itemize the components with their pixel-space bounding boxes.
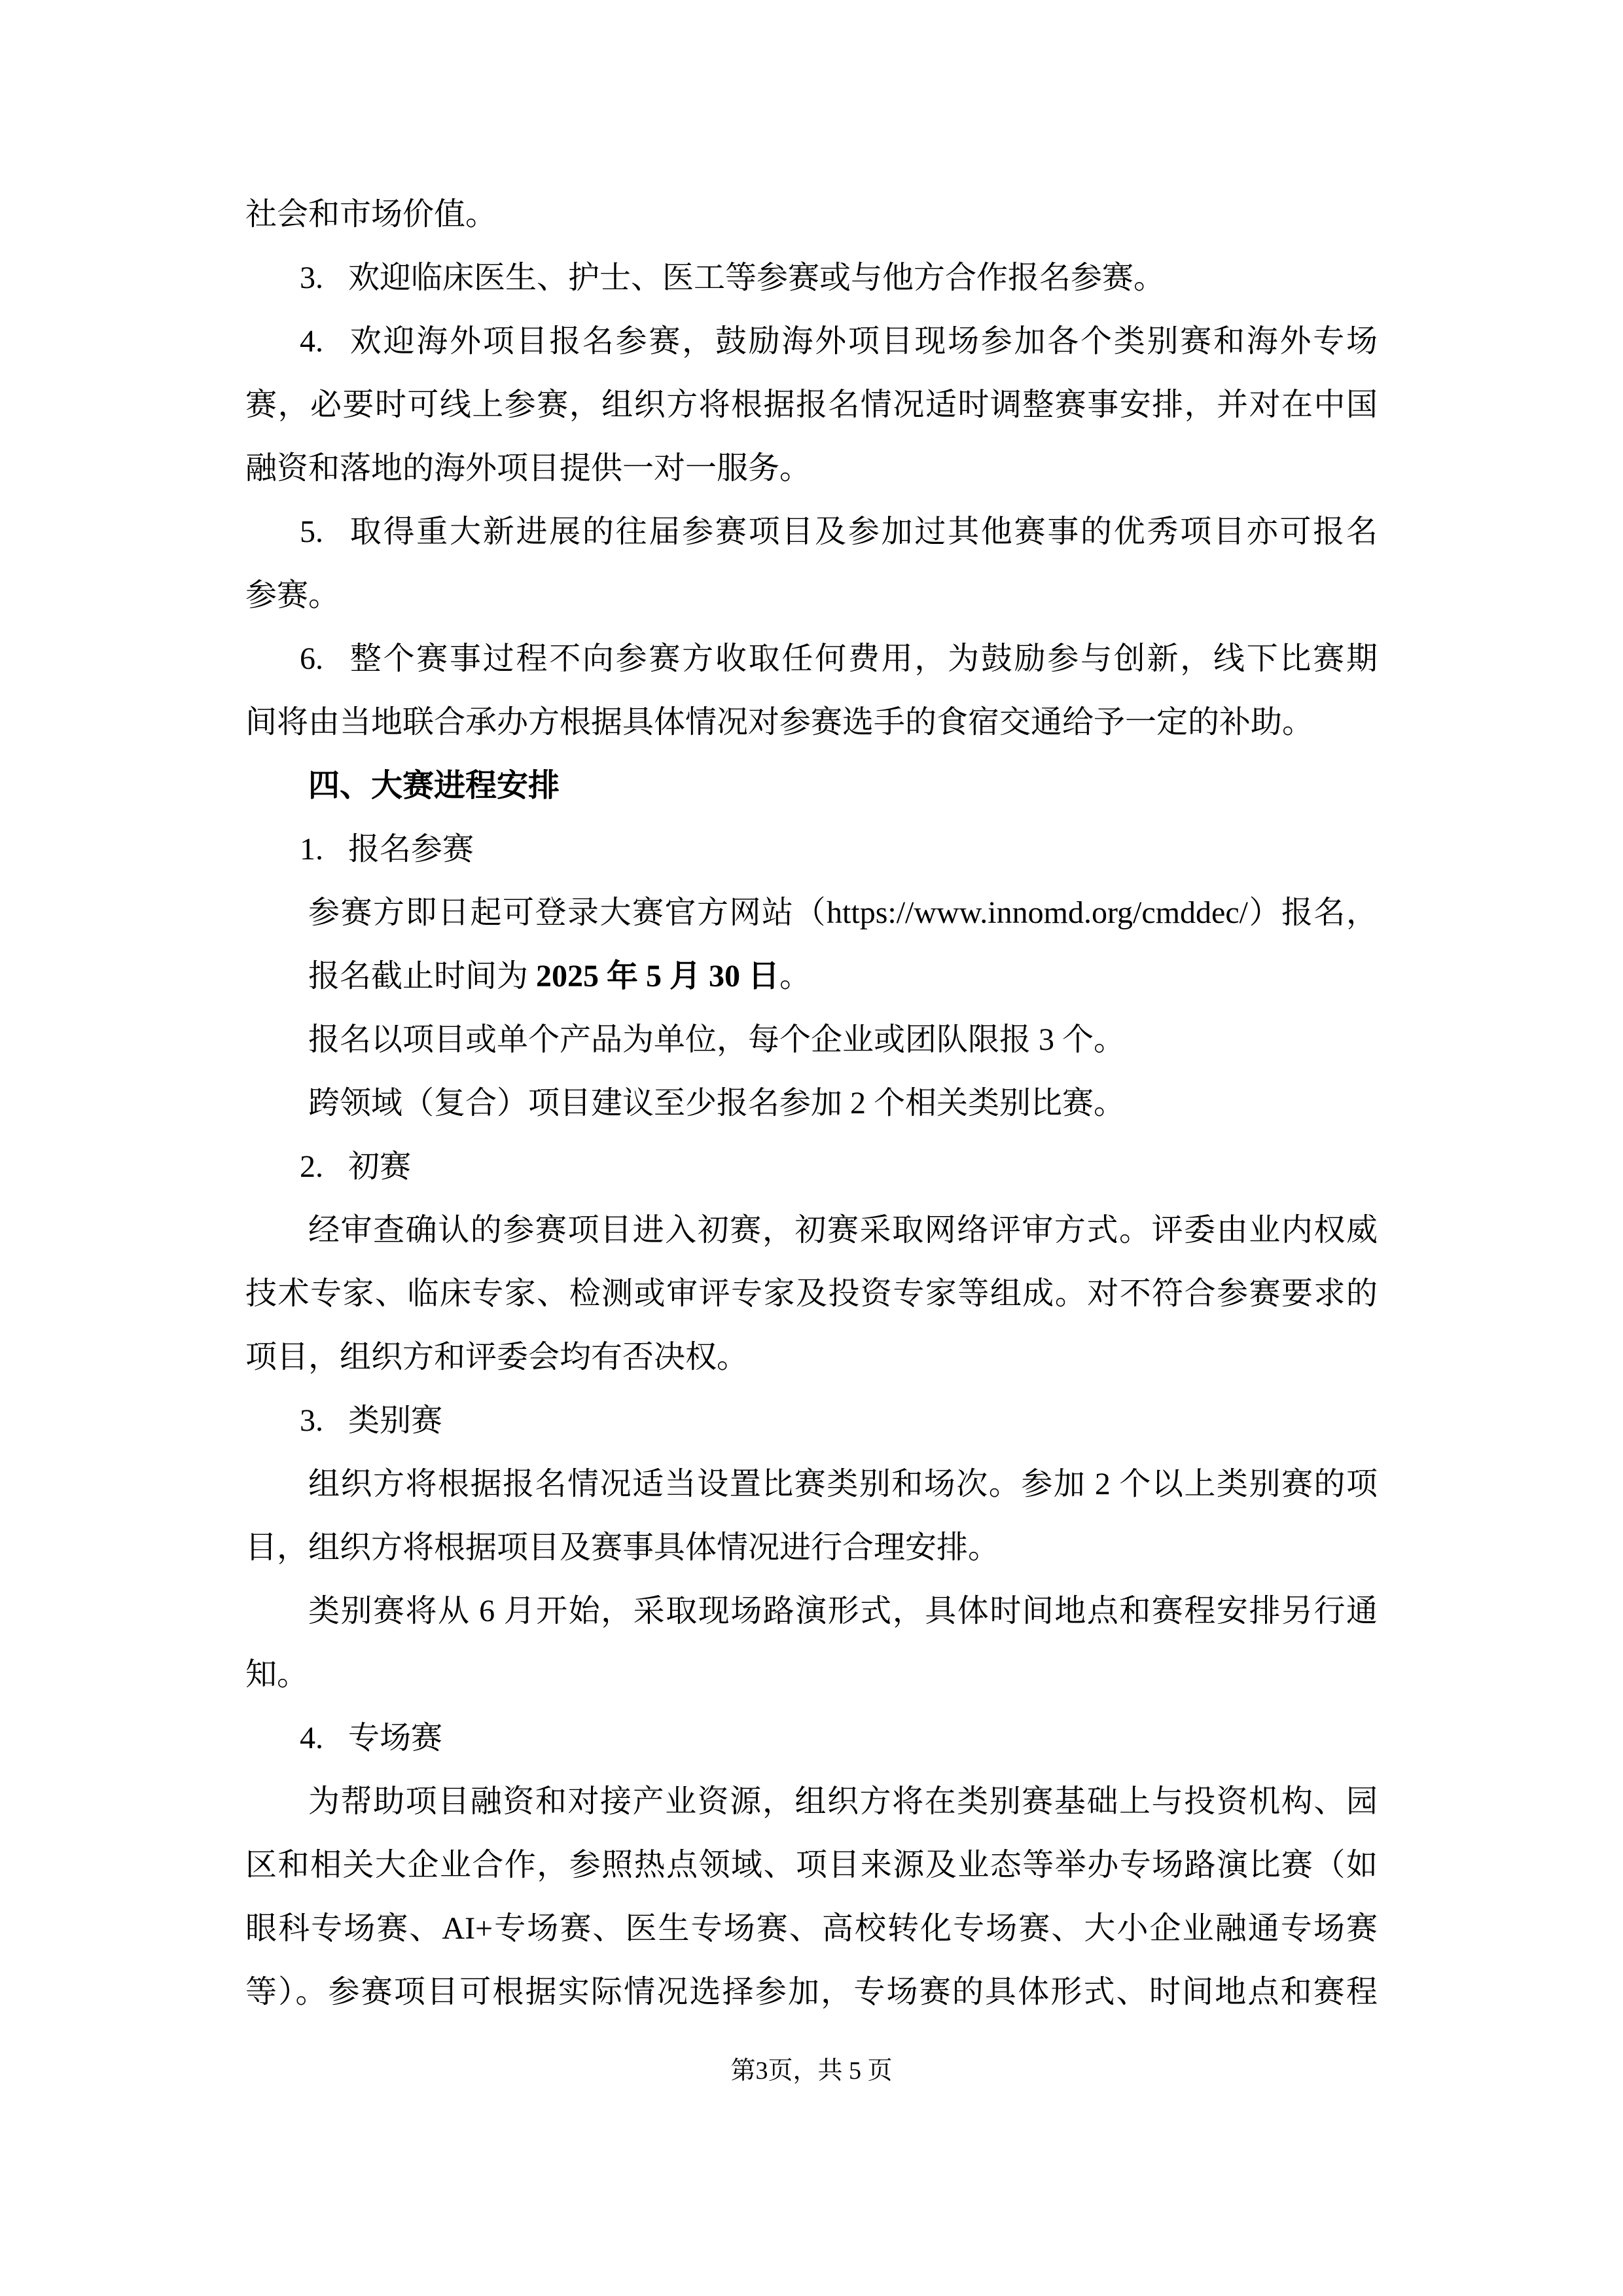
text-line: 1. 报名参赛 <box>300 832 474 867</box>
text-line: 知。 <box>245 1657 309 1692</box>
text-line: 2. 初赛 <box>300 1149 412 1184</box>
bold-text: 四、大赛进程安排 <box>308 768 560 803</box>
text-line: 参赛方即日起可登录大赛官方网站（https://www.innomd.org/cmddec/）报名， <box>308 895 1378 930</box>
text-line: 技术专家、临床专家、检测或审评专家及投资专家等组成。对不符合参赛要求的 <box>245 1276 1378 1311</box>
text-line: 为帮助项目融资和对接产业资源，组织方将在类别赛基础上与投资机构、园 <box>308 1784 1378 1819</box>
text-line: 等）。参赛项目可根据实际情况选择参加，专场赛的具体形式、时间地点和赛程 <box>245 1975 1378 2009</box>
text-line: 项目，组织方和评委会均有否决权。 <box>245 1340 749 1374</box>
text-line: 组织方将根据报名情况适当设置比赛类别和场次。参加 2 个以上类别赛的项 <box>308 1467 1378 1501</box>
text-line: 4. 欢迎海外项目报名参赛，鼓励海外项目现场参加各个类别赛和海外专场 <box>300 324 1378 359</box>
text-line: 5. 取得重大新进展的往届参赛项目及参加过其他赛事的优秀项目亦可报名 <box>300 514 1378 549</box>
text-line: 经审查确认的参赛项目进入初赛，初赛采取网络评审方式。评委由业内权威 <box>308 1213 1378 1247</box>
text-line: 3. 欢迎临床医生、护士、医工等参赛或与他方合作报名参赛。 <box>300 260 1166 295</box>
text-line: 参赛。 <box>245 578 340 613</box>
text-line: 3. 类别赛 <box>300 1403 443 1438</box>
text-line: 目，组织方将根据项目及赛事具体情况进行合理安排。 <box>245 1530 1000 1565</box>
text-line: 区和相关大企业合作，参照热点领域、项目来源及业态等举办专场路演比赛（如 <box>245 1848 1378 1882</box>
bold-text: 2025 年 5 月 30 日 <box>536 959 780 994</box>
text-line: 报名以项目或单个产品为单位，每个企业或团队限报 3 个。 <box>308 1022 1126 1057</box>
text-line: 4. 专场赛 <box>300 1721 443 1755</box>
text-line: 融资和落地的海外项目提供一对一服务。 <box>245 451 812 486</box>
text-line: 报名截止时间为 2025 年 5 月 30 日。 <box>308 959 812 994</box>
page-footer: 第3页，共 5 页 <box>730 2057 893 2085</box>
text-line: 类别赛将从 6 月开始，采取现场路演形式，具体时间地点和赛程安排另行通 <box>308 1594 1378 1628</box>
text-line: 眼科专场赛、AI+专场赛、医生专场赛、高校转化专场赛、大小企业融通专场赛 <box>245 1911 1378 1946</box>
text-line: 赛，必要时可线上参赛，组织方将根据报名情况适时调整赛事安排，并对在中国 <box>245 387 1378 422</box>
text-line: 6. 整个赛事过程不向参赛方收取任何费用，为鼓励参与创新，线下比赛期 <box>300 641 1378 676</box>
section-heading <box>245 754 1378 817</box>
text-line: 间将由当地联合承办方根据具体情况对参赛选手的食宿交通给予一定的补助。 <box>245 705 1314 740</box>
document-body <box>245 183 1378 2024</box>
text-line: 社会和市场价值。 <box>245 197 497 232</box>
text-line: 跨领域（复合）项目建议至少报名参加 2 个相关类别比赛。 <box>308 1086 1126 1121</box>
